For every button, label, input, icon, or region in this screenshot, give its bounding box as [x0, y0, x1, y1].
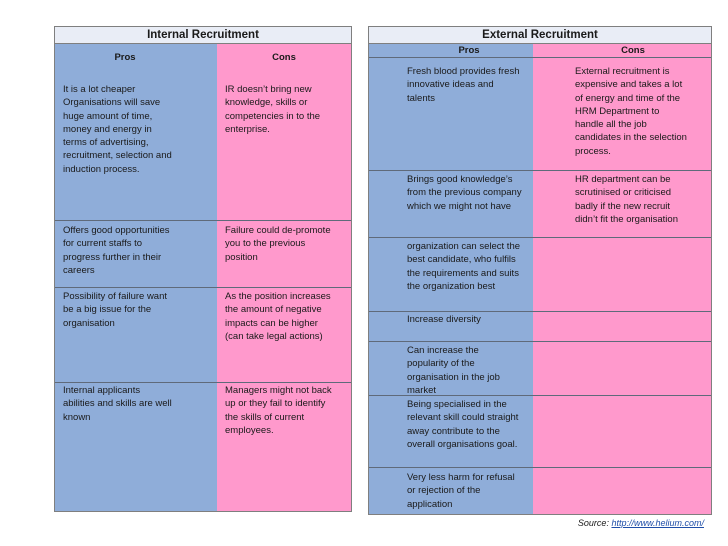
external-pro-cell: Brings good knowledge’s from the previous company which we might not have	[407, 174, 522, 212]
external-con-cell: External recruitment is expensive and takes a lot of energy and time of the HRM Department to handle all the job candidates in the selection process.	[575, 66, 687, 157]
row-divider	[369, 311, 711, 312]
row-divider	[55, 220, 351, 221]
internal-pro-cell: It is a lot cheaper Organisations will save huge amount of time, money and energy in terms of advertising, recruitment, selection and induction process.	[63, 84, 172, 175]
row-divider	[55, 382, 351, 383]
external-cons-header: Cons	[621, 45, 645, 56]
internal-con-cell: Managers might not back up or they fail to identify the skills of current employees.	[225, 385, 332, 436]
external-pro-cell: Increase diversity	[407, 314, 481, 325]
external-pro-cell: organization can select the best candidate, who fulfils the requirements and suits the organization best	[407, 241, 521, 292]
internal-pros-header: Pros	[114, 52, 136, 63]
external-pro-cell: Fresh blood provides fresh innovative ideas and talents	[407, 66, 520, 104]
internal-pro-cell: Possibility of failure want be a big issue for the organisation	[63, 291, 168, 329]
external-recruitment-panel	[368, 26, 712, 515]
row-divider	[369, 467, 711, 468]
external-pro-cell: Very less harm for refusal or rejection of the application	[407, 472, 515, 510]
internal-con-cell: Failure could de-promote you to the previous position	[225, 225, 331, 263]
row-divider	[369, 57, 711, 58]
internal-con-cell: IR doesn’t bring new knowledge, skills or competencies in to the enterprise.	[225, 84, 321, 135]
row-divider	[369, 341, 711, 342]
source-link[interactable]: http://www.helium.com/	[611, 518, 704, 528]
external-con-cell: HR department can be scrutinised or criticised badly if the new recruit didn’t fit the organisation	[575, 174, 678, 225]
external-pro-cell: Being specialised in the relevant skill could straight away contribute to the overall organisations goal.	[407, 399, 519, 450]
internal-cons-header: Cons	[272, 52, 296, 63]
row-divider	[55, 287, 351, 288]
row-divider	[369, 237, 711, 238]
external-recruitment-title: External Recruitment	[369, 27, 711, 44]
internal-recruitment-panel	[54, 26, 352, 512]
internal-con-cell: As the position increases the amount of negative impacts can be higher (can take legal actions)	[225, 291, 331, 342]
external-pro-cell: Can increase the popularity of the organisation in the job market	[407, 345, 500, 396]
source-label: Source:	[577, 518, 609, 528]
internal-recruitment-title: Internal Recruitment	[55, 27, 351, 44]
internal-pro-cell: Internal applicants abilities and skills are well known	[63, 385, 172, 423]
row-divider	[369, 170, 711, 171]
source-citation	[578, 518, 704, 528]
internal-pro-cell: Offers good opportunities for current staffs to progress further in their careers	[63, 225, 170, 276]
external-pros-header: Pros	[458, 45, 480, 56]
